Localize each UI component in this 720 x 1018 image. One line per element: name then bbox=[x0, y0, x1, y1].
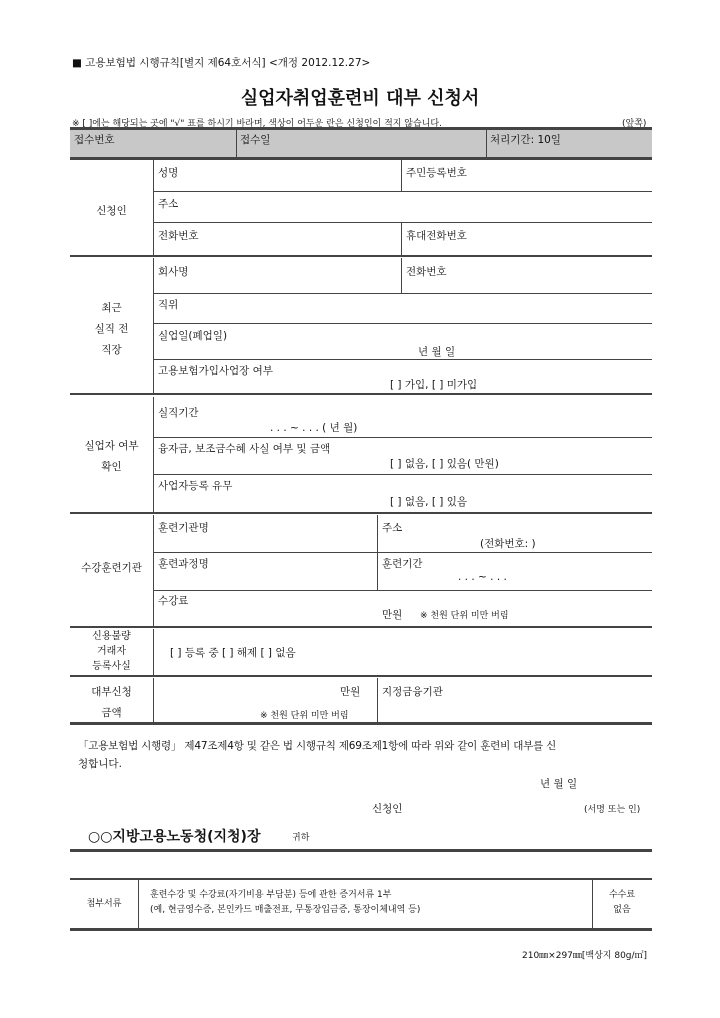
page-side-label: (앞쪽) bbox=[622, 119, 647, 129]
signature-field[interactable]: (서명 또는 인) bbox=[584, 805, 641, 815]
fee-value: 없음 bbox=[613, 905, 631, 915]
receipt-number-label: 접수번호 bbox=[74, 134, 115, 146]
training-period-label: 훈련기간 bbox=[382, 558, 423, 570]
training-section-label: 수강훈련기관 bbox=[81, 562, 142, 574]
unemployment-date-fields[interactable]: 년 월 일 bbox=[418, 346, 456, 358]
tuition-label[interactable]: 수강료 bbox=[158, 595, 189, 607]
applicant-name-label[interactable]: 성명 bbox=[158, 167, 179, 179]
credit-divider bbox=[153, 629, 154, 675]
designated-bank-label[interactable]: 지정금융기관 bbox=[382, 686, 443, 698]
applicant-id-divider bbox=[401, 160, 402, 191]
loan-amount-unit[interactable]: 만원 bbox=[340, 686, 361, 698]
loan-bottom-border bbox=[70, 722, 652, 725]
applicant-row-line-2 bbox=[153, 222, 652, 223]
recent-job-section-line-2: 실직 전 bbox=[94, 323, 129, 335]
fee-label: 수수료 bbox=[608, 890, 636, 900]
attachments-line-1: 훈련수강 및 수강료(자기비용 부담분) 등에 관한 증거서류 1부 bbox=[150, 890, 392, 900]
loan-divider bbox=[153, 678, 154, 722]
instruction-note: ※ [ ]에는 해당되는 곳에 "√" 표를 하시기 바라며, 색상이 어두운 란은 신청인이 적지 않습니다. bbox=[72, 119, 442, 129]
recent-job-line-3 bbox=[153, 359, 652, 360]
credit-section-line-1: 신용불량 bbox=[92, 631, 131, 642]
applicant-id-label[interactable]: 주민등록번호 bbox=[406, 167, 467, 179]
training-line-2 bbox=[153, 590, 652, 591]
loan-section-line-1: 대부신청 bbox=[91, 686, 132, 698]
recent-job-line-2 bbox=[153, 323, 652, 324]
receipt-row bbox=[70, 130, 652, 157]
finance-options[interactable]: [ ] 없음, [ ] 있음( 만원) bbox=[390, 458, 499, 470]
tuition-unit: 만원 bbox=[382, 609, 403, 621]
credit-bottom-border bbox=[70, 675, 652, 677]
loan-bank-divider bbox=[377, 678, 378, 722]
receipt-divider-2 bbox=[486, 130, 487, 157]
credit-section-label bbox=[70, 629, 153, 674]
unemployment-divider bbox=[153, 397, 154, 512]
unemployment-line-1 bbox=[153, 437, 652, 438]
page-title: 실업자취업훈련비 대부 신청서 bbox=[240, 88, 480, 109]
declaration-line-1: 「고용보험법 시행령」 제47조제4항 및 같은 법 시행규칙 제69조제1항에 따라 위와 같이 훈련비 대부를 신 bbox=[78, 740, 557, 752]
unemployment-section-line-1: 실업자 여부 bbox=[84, 440, 139, 452]
attachments-divider bbox=[138, 878, 139, 928]
position-label[interactable]: 직위 bbox=[158, 299, 179, 311]
company-phone-label[interactable]: 전화번호 bbox=[406, 266, 447, 278]
declaration-bottom-border bbox=[70, 849, 652, 852]
tuition-note: ※ 천원 단위 미만 버림 bbox=[420, 611, 509, 621]
recent-job-line-1 bbox=[153, 293, 652, 294]
loan-section-label bbox=[70, 682, 153, 724]
business-registration-label: 사업자등록 유무 bbox=[158, 480, 233, 492]
attachments-label: 첨부서류 bbox=[86, 899, 122, 909]
regulation-label: ■ 고용보험법 시행규칙[별지 제64호서식] <개정 2012.12.27> bbox=[72, 57, 371, 69]
recent-job-section-line-1: 최근 bbox=[101, 302, 122, 314]
applicant-phone-label[interactable]: 전화번호 bbox=[158, 230, 199, 242]
applicant-row-line-1 bbox=[153, 191, 652, 192]
receipt-divider-1 bbox=[236, 130, 237, 157]
training-address-label[interactable]: 주소 bbox=[382, 522, 403, 534]
recent-job-divider bbox=[153, 258, 154, 393]
unemployment-section-label bbox=[70, 436, 153, 478]
declaration-date-fields[interactable]: 년 월 일 bbox=[540, 778, 578, 790]
loan-amount-note: ※ 천원 단위 미만 버림 bbox=[260, 711, 349, 721]
declaration-line-2: 청합니다. bbox=[78, 758, 122, 770]
receipt-date-label: 접수일 bbox=[240, 134, 271, 146]
unemployment-date-label[interactable]: 실업일(폐업일) bbox=[158, 330, 228, 342]
business-registration-options[interactable]: [ ] 없음, [ ] 있음 bbox=[390, 496, 467, 508]
attachments-top-border bbox=[70, 878, 652, 880]
unemployment-period-fields[interactable]: . . . ~ . . . ( 년 월) bbox=[270, 422, 358, 434]
training-bottom-border bbox=[70, 626, 652, 628]
processing-period-label: 처리기간: 10일 bbox=[490, 134, 561, 146]
attachments-line-2: (예, 현금영수증, 본인카드 매출전표, 무통장입금증, 통장이체내역 등) bbox=[150, 905, 421, 915]
paper-spec: 210㎜×297㎜[백상지 80g/㎡] bbox=[522, 951, 648, 961]
declaration-applicant-label: 신청인 bbox=[372, 803, 403, 815]
applicant-bottom-border bbox=[70, 255, 652, 257]
training-divider bbox=[153, 515, 154, 626]
applicant-mobile-divider bbox=[401, 222, 402, 255]
training-phone-fields[interactable]: (전화번호: ) bbox=[480, 538, 536, 550]
training-institution-label[interactable]: 훈련기관명 bbox=[158, 522, 209, 534]
insured-workplace-options[interactable]: [ ] 가입, [ ] 미가입 bbox=[390, 379, 478, 391]
training-period-fields[interactable]: . . . ~ . . . bbox=[458, 571, 507, 583]
unemployment-period-label: 실직기간 bbox=[158, 407, 199, 419]
applicant-section-label: 신청인 bbox=[96, 205, 127, 217]
training-line-1 bbox=[153, 552, 652, 553]
unemployment-line-2 bbox=[153, 474, 652, 475]
credit-section-line-2: 거래자 bbox=[97, 646, 126, 657]
recent-job-section-label bbox=[70, 298, 153, 361]
company-phone-divider bbox=[401, 258, 402, 293]
loan-section-line-2: 금액 bbox=[101, 707, 122, 719]
unemployment-bottom-border bbox=[70, 512, 652, 514]
recipient-label: ○○지방고용노동청(지청)장 bbox=[88, 829, 261, 845]
recent-job-bottom-border bbox=[70, 393, 652, 395]
applicant-divider bbox=[153, 160, 154, 255]
applicant-address-label[interactable]: 주소 bbox=[158, 198, 179, 210]
credit-options[interactable]: [ ] 등록 중 [ ] 해제 [ ] 없음 bbox=[170, 647, 296, 659]
company-name-label[interactable]: 회사명 bbox=[158, 266, 189, 278]
credit-section-line-3: 등록사실 bbox=[92, 661, 131, 672]
recent-job-section-line-3: 직장 bbox=[101, 344, 122, 356]
training-course-label[interactable]: 훈련과정명 bbox=[158, 558, 209, 570]
insured-workplace-label: 고용보험가입사업장 여부 bbox=[158, 365, 273, 377]
finance-label: 융자금, 보조금수혜 사실 여부 및 금액 bbox=[158, 443, 331, 455]
unemployment-section-line-2: 확인 bbox=[101, 461, 122, 473]
attachments-bottom-border bbox=[70, 928, 652, 931]
applicant-mobile-label[interactable]: 휴대전화번호 bbox=[406, 230, 467, 242]
recipient-suffix: 귀하 bbox=[292, 833, 310, 843]
receipt-bottom-border bbox=[70, 157, 652, 160]
